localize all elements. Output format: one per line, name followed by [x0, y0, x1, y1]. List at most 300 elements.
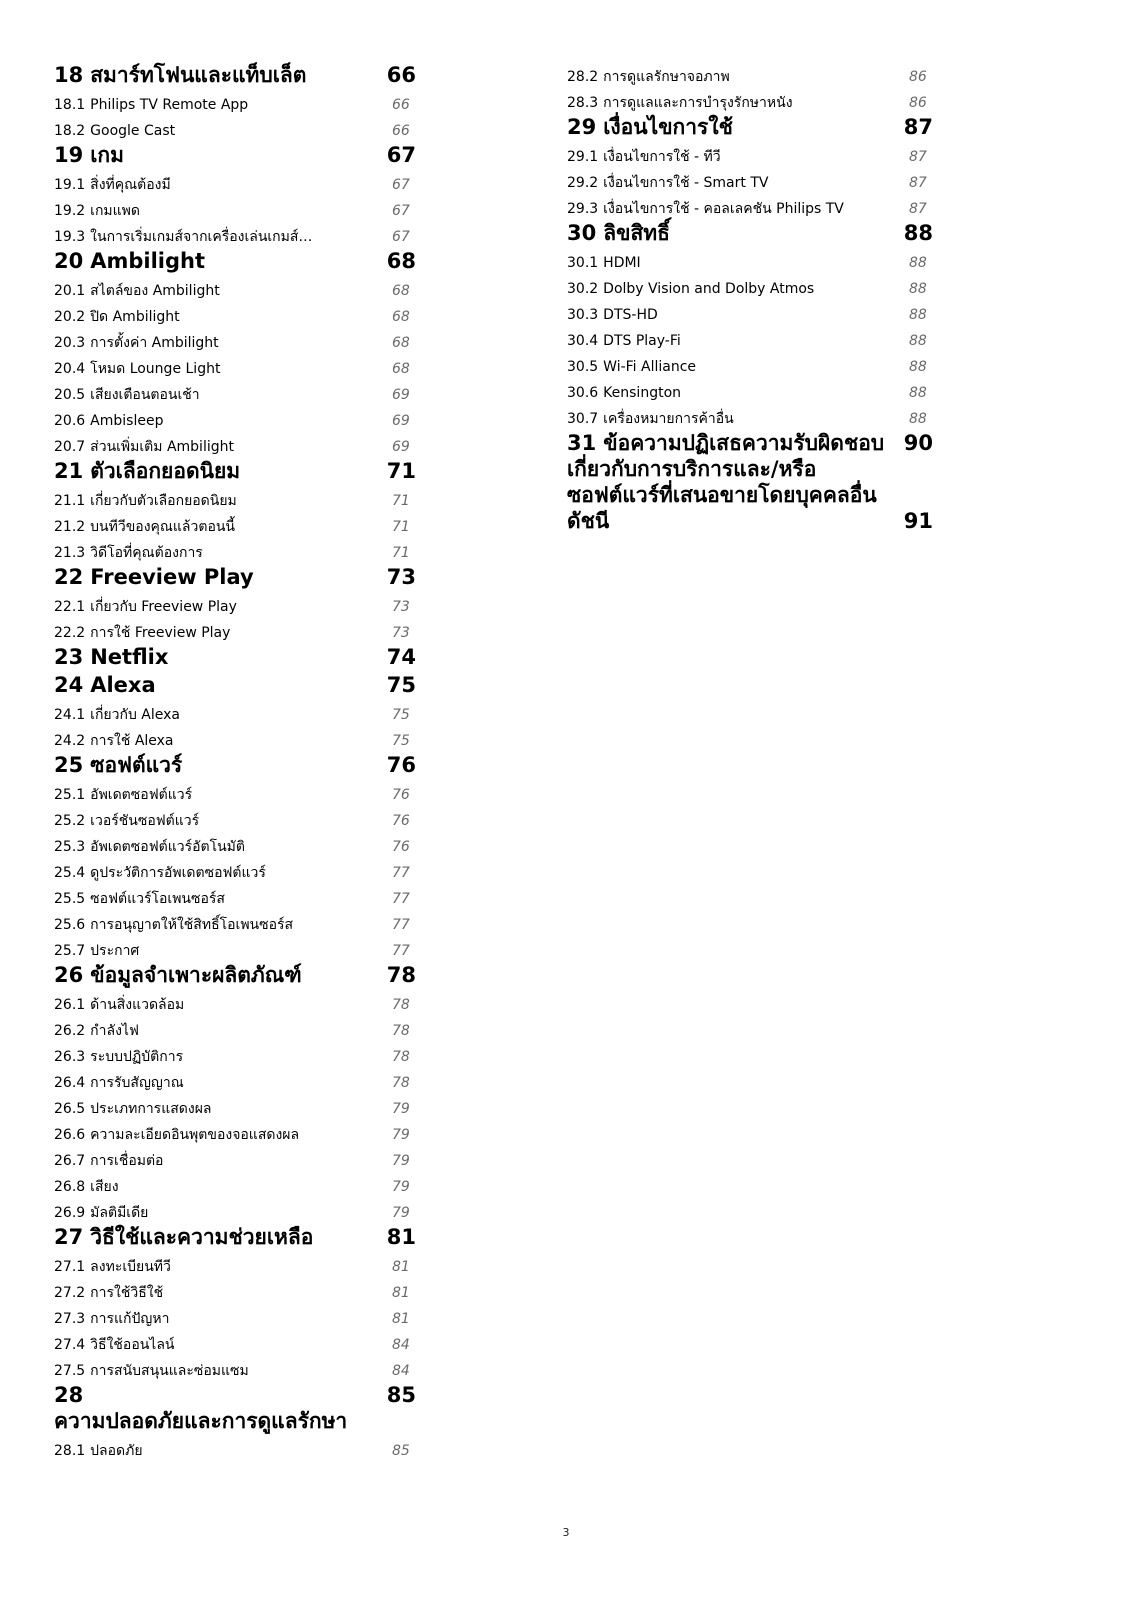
section-title: ประเภทการแสดงผล	[90, 1101, 212, 1117]
chapter-number: 25	[54, 753, 84, 777]
chapter-title: ข้อความปฏิเสธความรับผิดชอบเกี่ยวกับการบริการและ/หรือซอฟต์แวร์ที่เสนอขายโดยบุคคลอื่น	[567, 431, 885, 507]
section-title: การใช้ Freeview Play	[90, 625, 231, 641]
toc-section-text	[54, 308, 180, 326]
chapter-title: วิธีใช้และความช่วยเหลือ	[90, 1225, 314, 1249]
toc-section	[567, 60, 933, 86]
chapter-title: ซอฟต์แวร์	[90, 753, 183, 777]
section-title: ด้านสิ่งแวดล้อม	[90, 997, 185, 1013]
section-number: 30.4	[567, 333, 599, 349]
section-page: 88	[909, 333, 927, 349]
section-page: 79	[392, 1101, 410, 1117]
toc-section-text	[567, 200, 844, 218]
chapter-number: 22	[54, 565, 84, 589]
chapter-number: 21	[54, 459, 84, 483]
section-page: 88	[909, 359, 927, 375]
section-title: วิธีใช้ออนไลน์	[90, 1337, 175, 1353]
toc-chapter	[54, 1224, 416, 1250]
toc-section-text	[54, 1022, 139, 1040]
section-title: ปลอดภัย	[90, 1443, 143, 1459]
section-number: 26.9	[54, 1205, 86, 1221]
toc-section	[54, 114, 416, 140]
section-page: 68	[392, 361, 410, 377]
toc-section	[567, 140, 933, 166]
section-title: การดูแลรักษาจอภาพ	[603, 69, 730, 85]
section-page: 78	[392, 997, 410, 1013]
chapter-title: ข้อมูลจำเพาะผลิตภัณฑ์	[90, 963, 302, 987]
section-title: Kensington	[603, 385, 682, 401]
section-page: 68	[392, 335, 410, 351]
section-number: 22.2	[54, 625, 86, 641]
section-title: การอนุญาตให้ใช้สิทธิ์โอเพนซอร์ส	[90, 917, 294, 933]
section-page: 68	[392, 283, 410, 299]
section-number: 22.1	[54, 599, 86, 615]
section-number: 18.1	[54, 97, 86, 113]
toc-section	[54, 616, 416, 642]
chapter-page: 67	[386, 143, 416, 167]
chapter-title: สมาร์ทโฟนและแท็บเล็ต	[90, 63, 307, 87]
section-number: 24.1	[54, 707, 86, 723]
toc-section-text	[54, 518, 235, 536]
toc-section-text	[54, 890, 225, 908]
toc-section	[54, 484, 416, 510]
toc-chapter-text	[567, 114, 733, 140]
section-number: 26.1	[54, 997, 86, 1013]
toc-chapter-text	[54, 644, 168, 670]
section-number: 29.2	[567, 175, 599, 191]
toc-section-text	[54, 1284, 163, 1302]
toc-section-text	[54, 492, 237, 510]
section-title: เงื่อนไขการใช้ - Smart TV	[603, 175, 769, 191]
toc-section	[567, 324, 933, 350]
section-title: Philips TV Remote App	[90, 97, 249, 113]
toc-chapter	[54, 962, 416, 988]
section-page: 69	[392, 439, 410, 455]
toc-section-text	[54, 438, 234, 456]
toc-section	[54, 352, 416, 378]
chapter-page: 75	[386, 673, 416, 697]
section-number: 19.1	[54, 177, 86, 193]
toc-section	[54, 830, 416, 856]
toc-section-text	[54, 412, 163, 430]
section-number: 29.3	[567, 201, 599, 217]
toc-section-text	[567, 148, 721, 166]
chapter-title: เงื่อนไขการใช้	[603, 115, 733, 139]
section-title: ในการเริ่มเกมส์จากเครื่องเล่นเกมส์…	[90, 229, 313, 245]
toc-section	[54, 378, 416, 404]
toc-section	[54, 1040, 416, 1066]
section-page: 76	[392, 813, 410, 829]
section-title: สไตล์ของ Ambilight	[90, 283, 220, 299]
chapter-number: 27	[54, 1225, 84, 1249]
section-page: 79	[392, 1153, 410, 1169]
toc-section	[54, 908, 416, 934]
toc-section	[567, 192, 933, 218]
section-number: 20.6	[54, 413, 86, 429]
toc-section	[54, 1066, 416, 1092]
toc-section	[54, 536, 416, 562]
section-title: บนทีวีของคุณแล้วตอนนี้	[90, 519, 235, 535]
page-number: 3	[562, 1526, 570, 1539]
section-page: 77	[392, 917, 410, 933]
toc-left-column	[54, 60, 416, 1460]
toc-section	[54, 724, 416, 750]
toc-section	[567, 350, 933, 376]
section-number: 28.1	[54, 1443, 86, 1459]
section-page: 71	[392, 493, 410, 509]
section-title: การรับสัญญาณ	[90, 1075, 184, 1091]
toc-chapter-text	[54, 564, 254, 590]
section-number: 29.1	[567, 149, 599, 165]
toc-chapter-text	[567, 430, 901, 508]
section-title: เกมแพด	[90, 203, 141, 219]
section-page: 87	[909, 149, 927, 165]
section-title: มัลติมีเดีย	[90, 1205, 149, 1221]
section-number: 27.1	[54, 1259, 86, 1275]
section-title: การใช้ Alexa	[90, 733, 174, 749]
section-title: ปิด Ambilight	[90, 309, 180, 325]
section-title: สิ่งที่คุณต้องมี	[90, 177, 171, 193]
section-number: 21.3	[54, 545, 86, 561]
toc-section-text	[567, 280, 814, 298]
toc-section	[54, 1302, 416, 1328]
toc-section	[567, 272, 933, 298]
section-title: DTS Play-Fi	[603, 333, 681, 349]
chapter-title: ลิขสิทธิ์	[603, 221, 670, 245]
section-page: 66	[392, 97, 410, 113]
section-page: 73	[392, 599, 410, 615]
toc-section	[567, 86, 933, 112]
toc-section-text	[567, 384, 681, 402]
toc-section-text	[567, 306, 658, 324]
chapter-number: 18	[54, 63, 84, 87]
section-page: 87	[909, 175, 927, 191]
toc-section	[54, 1014, 416, 1040]
section-page: 81	[392, 1259, 410, 1275]
toc-section-text	[54, 916, 293, 934]
toc-section	[54, 274, 416, 300]
toc-section	[54, 300, 416, 326]
section-title: การดูแลและการบำรุงรักษาหนัง	[603, 95, 793, 111]
toc-chapter-text	[54, 752, 182, 778]
toc-section-text	[54, 624, 230, 642]
section-number: 19.2	[54, 203, 86, 219]
chapter-page: 74	[386, 645, 416, 669]
section-number: 26.6	[54, 1127, 86, 1143]
toc-section-text	[54, 96, 248, 114]
section-title: การแก้ปัญหา	[90, 1311, 170, 1327]
section-title: เกี่ยวกับ Alexa	[90, 707, 181, 723]
section-title: เวอร์ชันซอฟต์แวร์	[90, 813, 200, 829]
section-title: เกี่ยวกับ Freeview Play	[90, 599, 237, 615]
section-title: เงื่อนไขการใช้ - ทีวี	[603, 149, 721, 165]
chapter-page: 66	[386, 63, 416, 87]
section-page: 79	[392, 1127, 410, 1143]
toc-section-text	[567, 68, 730, 86]
section-page: 81	[392, 1311, 410, 1327]
section-number: 30.2	[567, 281, 599, 297]
chapter-title: Ambilight	[90, 249, 206, 273]
toc-section	[54, 88, 416, 114]
section-page: 69	[392, 413, 410, 429]
toc-chapter	[567, 220, 933, 246]
section-number: 26.4	[54, 1075, 86, 1091]
toc-section-text	[54, 812, 199, 830]
section-number: 27.5	[54, 1363, 86, 1379]
section-number: 20.4	[54, 361, 86, 377]
chapter-title: Alexa	[90, 673, 156, 697]
section-page: 75	[392, 733, 410, 749]
section-page: 88	[909, 385, 927, 401]
toc-section-text	[54, 1048, 183, 1066]
section-page: 77	[392, 943, 410, 959]
section-page: 84	[392, 1363, 410, 1379]
toc-section	[54, 1118, 416, 1144]
toc-section-text	[54, 942, 139, 960]
toc-section-text	[54, 1178, 119, 1196]
section-number: 25.2	[54, 813, 86, 829]
section-page: 84	[392, 1337, 410, 1353]
section-page: 88	[909, 307, 927, 323]
section-number: 30.1	[567, 255, 599, 271]
toc-chapter-text	[567, 220, 670, 246]
section-number: 25.7	[54, 943, 86, 959]
section-page: 76	[392, 839, 410, 855]
toc-section-text	[54, 1362, 249, 1380]
section-title: เสียงเตือนตอนเช้า	[90, 387, 200, 403]
section-number: 30.7	[567, 411, 599, 427]
section-page: 77	[392, 865, 410, 881]
toc-section-text	[54, 1442, 143, 1460]
section-number: 20.1	[54, 283, 86, 299]
toc-section-text	[54, 786, 192, 804]
toc-section-text	[567, 332, 681, 350]
toc-section-text	[567, 358, 696, 376]
chapter-page: 73	[386, 565, 416, 589]
section-number: 25.6	[54, 917, 86, 933]
chapter-page: 76	[386, 753, 416, 777]
section-page: 75	[392, 707, 410, 723]
toc-section-text	[54, 838, 245, 856]
toc-chapter	[54, 644, 416, 670]
section-title: การเชื่อมต่อ	[90, 1153, 164, 1169]
section-number: 20.7	[54, 439, 86, 455]
section-number: 27.3	[54, 1311, 86, 1327]
section-number: 26.7	[54, 1153, 86, 1169]
section-page: 78	[392, 1075, 410, 1091]
toc-section-text	[54, 202, 140, 220]
toc-chapter-text	[54, 458, 240, 484]
toc-section	[54, 1144, 416, 1170]
section-title: Google Cast	[90, 123, 176, 139]
section-title: เงื่อนไขการใช้ - คอลเลคชัน Philips TV	[603, 201, 844, 217]
toc-section	[54, 1196, 416, 1222]
toc-chapter-text	[54, 62, 306, 88]
section-title: กำลังไฟ	[90, 1023, 139, 1039]
toc-chapter	[54, 752, 416, 778]
chapter-page: 85	[386, 1383, 416, 1407]
section-page: 67	[392, 177, 410, 193]
toc-section-text	[54, 1126, 299, 1144]
section-number: 26.5	[54, 1101, 86, 1117]
section-page: 86	[909, 69, 927, 85]
toc-right-column	[567, 60, 933, 534]
section-page: 79	[392, 1205, 410, 1221]
toc-section	[567, 246, 933, 272]
section-page: 67	[392, 229, 410, 245]
toc-chapter-text	[54, 962, 302, 988]
section-number: 21.2	[54, 519, 86, 535]
toc-chapter-title-line	[54, 1408, 416, 1434]
section-title: DTS-HD	[603, 307, 658, 323]
chapter-title: Netflix	[90, 645, 169, 669]
toc-section-text	[54, 732, 174, 750]
toc-section	[54, 590, 416, 616]
section-number: 20.3	[54, 335, 86, 351]
toc-section	[54, 194, 416, 220]
toc-section-text	[54, 282, 220, 300]
toc-section-text	[54, 334, 219, 352]
toc-section	[54, 510, 416, 536]
section-number: 25.5	[54, 891, 86, 907]
chapter-number: 26	[54, 963, 84, 987]
section-number: 21.1	[54, 493, 86, 509]
chapter-number: 31	[567, 431, 597, 455]
section-number: 28.2	[567, 69, 599, 85]
toc-section	[54, 1434, 416, 1460]
chapter-page: 68	[386, 249, 416, 273]
section-number: 25.3	[54, 839, 86, 855]
section-number: 18.2	[54, 123, 86, 139]
chapter-page: 78	[386, 963, 416, 987]
toc-section	[54, 1328, 416, 1354]
toc-section-text	[54, 996, 184, 1014]
toc-section	[567, 376, 933, 402]
section-title: อัพเดตซอฟต์แวร์อัตโนมัติ	[90, 839, 246, 855]
toc-section	[54, 856, 416, 882]
chapter-title: Freeview Play	[90, 565, 254, 589]
chapter-page: 81	[386, 1225, 416, 1249]
section-title: Dolby Vision and Dolby Atmos	[603, 281, 815, 297]
section-page: 71	[392, 545, 410, 561]
section-page: 68	[392, 309, 410, 325]
section-title: ส่วนเพิ่มเติม Ambilight	[90, 439, 234, 455]
toc-section	[54, 326, 416, 352]
toc-section-text	[54, 1336, 175, 1354]
toc-chapter	[54, 672, 416, 698]
section-page: 88	[909, 411, 927, 427]
section-page: 67	[392, 203, 410, 219]
toc-section	[54, 1092, 416, 1118]
chapter-title: ความปลอดภัยและการดูแลรักษา	[54, 1409, 348, 1433]
section-number: 25.4	[54, 865, 86, 881]
toc-chapter	[54, 142, 416, 168]
toc-section-text	[54, 864, 266, 882]
toc-section-text	[54, 706, 180, 724]
toc-chapter	[54, 62, 416, 88]
chapter-title: เกม	[90, 143, 124, 167]
chapter-number: 30	[567, 221, 597, 245]
toc-section-text	[54, 1204, 148, 1222]
section-page: 86	[909, 95, 927, 111]
toc-section-text	[54, 122, 175, 140]
toc-section	[54, 168, 416, 194]
section-title: ความละเอียดอินพุตของจอแสดงผล	[90, 1127, 300, 1143]
section-number: 19.3	[54, 229, 86, 245]
section-number: 27.2	[54, 1285, 86, 1301]
section-title: เสียง	[90, 1179, 119, 1195]
section-title: ดูประวัติการอัพเดตซอฟต์แวร์	[90, 865, 266, 881]
section-page: 88	[909, 281, 927, 297]
chapter-page: 91	[903, 509, 933, 533]
section-page: 77	[392, 891, 410, 907]
toc-section-text	[567, 254, 641, 272]
chapter-number: 20	[54, 249, 84, 273]
section-title: วิดีโอที่คุณต้องการ	[90, 545, 203, 561]
toc-section	[567, 402, 933, 428]
section-number: 30.6	[567, 385, 599, 401]
section-page: 66	[392, 123, 410, 139]
section-title: โหมด Lounge Light	[90, 361, 221, 377]
toc-section	[54, 988, 416, 1014]
section-page: 71	[392, 519, 410, 535]
toc-section	[567, 166, 933, 192]
section-title: เกี่ยวกับตัวเลือกยอดนิยม	[90, 493, 237, 509]
section-title: อัพเดตซอฟต์แวร์	[90, 787, 193, 803]
section-page: 87	[909, 201, 927, 217]
section-number: 28.3	[567, 95, 599, 111]
section-number: 20.5	[54, 387, 86, 403]
section-title: เครื่องหมายการค้าอื่น	[603, 411, 734, 427]
section-number: 30.3	[567, 307, 599, 323]
toc-section-text	[54, 176, 171, 194]
section-number: 25.1	[54, 787, 86, 803]
chapter-number: 19	[54, 143, 84, 167]
toc-section	[54, 1170, 416, 1196]
toc-chapter	[54, 248, 416, 274]
section-title: การสนับสนุนและซ่อมแซม	[90, 1363, 249, 1379]
chapter-page: 88	[903, 221, 933, 245]
section-title: ประกาศ	[90, 943, 140, 959]
section-title: การตั้งค่า Ambilight	[90, 335, 219, 351]
section-title: การใช้วิธีใช้	[90, 1285, 164, 1301]
toc-section	[54, 882, 416, 908]
toc-chapter	[54, 564, 416, 590]
toc-chapter-text	[54, 248, 205, 274]
toc-section-text	[54, 544, 203, 562]
toc-section-text	[567, 410, 734, 428]
toc-section-text	[54, 1258, 171, 1276]
section-page: 81	[392, 1285, 410, 1301]
toc-section	[567, 298, 933, 324]
chapter-title: ตัวเลือกยอดนิยม	[90, 459, 241, 483]
section-page: 85	[392, 1443, 410, 1459]
toc-section-text	[54, 386, 200, 404]
toc-chapter	[54, 458, 416, 484]
section-title: Wi-Fi Alliance	[603, 359, 697, 375]
toc-section-text	[54, 598, 237, 616]
toc-section	[54, 430, 416, 456]
chapter-number: 24	[54, 673, 84, 697]
chapter-number: 28	[54, 1383, 84, 1407]
toc-section	[54, 220, 416, 246]
toc-section	[54, 804, 416, 830]
toc-chapter-text	[54, 142, 124, 168]
toc-section	[54, 1354, 416, 1380]
toc-section-text	[54, 1310, 169, 1328]
toc-section-text	[567, 174, 768, 192]
section-page: 79	[392, 1179, 410, 1195]
toc-section-text	[54, 228, 312, 246]
